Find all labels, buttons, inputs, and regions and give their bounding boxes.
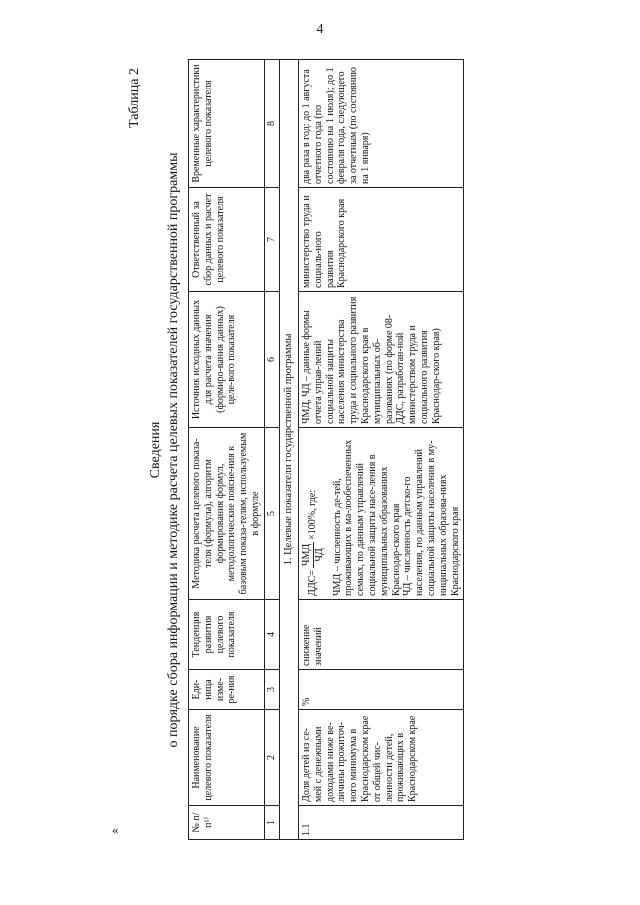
title-line-1: Сведения: [148, 421, 163, 479]
method-text-1: ЧМД – численность де-тей, проживающих в ма-лообеспеченных семьях, по данным управлений социальной защиты насе-ления в муниципальных образованиях Краснодар-ского края: [331, 439, 402, 596]
col-number: 6: [264, 292, 279, 428]
method-text-2: ЧД – численность детско-го населения, по данным управлений социальной защиты населения в му-ниципальных образова-ниях Краснодарского края: [402, 440, 461, 596]
col-number: 7: [264, 188, 279, 292]
formula-fraction: [301, 542, 326, 568]
formula-numerator: ЧМД: [300, 543, 312, 567]
header-num: № п/п¹⁾: [189, 806, 265, 840]
col-number: 3: [264, 670, 279, 710]
indicators-table: [188, 59, 464, 840]
opening-quote: «: [112, 822, 119, 837]
row-timing: два раза в год: до 1 августа отчетного года (по состоянию на 1 июля); до 1 февраля года, следующего за отчетным (по состоянию на 1 января): [298, 60, 463, 188]
row-responsible: министерство труда и социаль-ного развития Краснодарского края: [298, 188, 463, 292]
col-number: 2: [264, 710, 279, 806]
row-name: Доля детей из се-мей с денежными доходами ниже ве-личины прожиточ-ного минимума в Краснодарском крае от общей чис-ленности детей, проживающих в Краснодарском крае: [298, 710, 463, 806]
row-method: [298, 428, 463, 600]
section-title: 1. Целевые показатели государственной программы: [279, 60, 298, 840]
table-label: Таблица 2: [127, 68, 142, 128]
column-number-row: [264, 60, 279, 840]
row-num: 1.1: [298, 806, 463, 840]
formula-lhs: ДДС=: [307, 570, 319, 596]
col-number: 4: [264, 600, 279, 670]
table-title: [147, 60, 182, 840]
title-line-2: о порядке сбора информации и методике расчета целевых показателей государственной программы: [165, 152, 181, 748]
col-number: 5: [264, 428, 279, 600]
formula-denominator: ЧД: [313, 548, 325, 562]
header-method: Методика расчета целевого показа-теля (формула), алгоритм формирования формул, методологические поясне-ния к базовым показа-телям, используемым в формуле: [189, 428, 265, 600]
section-row: [279, 60, 298, 840]
row-source: ЧМД, ЧД – данные формы отчета управ-лений социальной защиты населения министерства труда и социального развития Краснодарского края в муниципальных об-разованиях (по форме 08-ДДС, разработан-ной министерством труда и социального развития Краснодар-ского края): [298, 292, 463, 428]
header-unit: Еди-ница изме-ре-ния: [189, 670, 265, 710]
rotated-table-sheet: [127, 60, 517, 840]
table-row: [298, 60, 463, 840]
col-number: 1: [264, 806, 279, 840]
col-number: 8: [264, 60, 279, 188]
header-trend: Тенденция развития целевого показателя: [189, 600, 265, 670]
formula: [301, 490, 326, 596]
header-row: [189, 60, 265, 840]
header-responsible: Ответственный за сбор данных и расчет целевого показателя: [189, 188, 265, 292]
row-trend: снижение значений: [298, 600, 463, 670]
header-timing: Временные характеристики целевого показателя: [189, 60, 265, 188]
formula-rhs: ×100%, где:: [307, 489, 319, 540]
page-number: 4: [316, 22, 324, 37]
header-name: Наименование целевого показателя: [189, 710, 265, 806]
header-source: Источник исходных данных для расчета значения (формиро-вания данных) целе-вого показателя: [189, 292, 265, 428]
row-unit: %: [298, 670, 463, 710]
